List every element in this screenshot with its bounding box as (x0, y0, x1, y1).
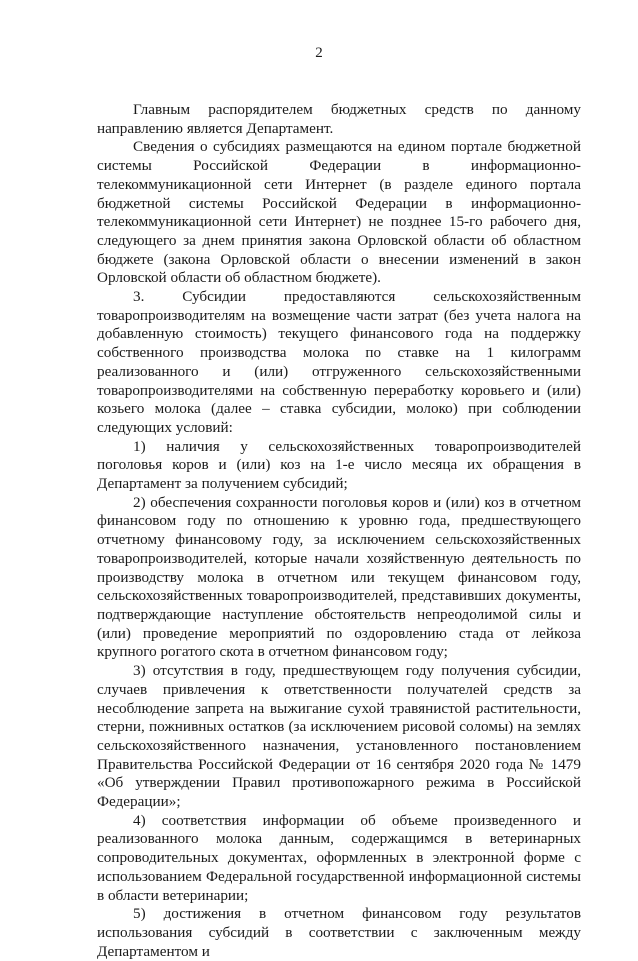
paragraph-condition-2: 2) обеспечения сохранности поголовья коров и (или) коз в отчетном финансовом году по отношению к уровню года, предшествующего отчетному финансовому году, за исключением сельскохозяйственных товаропроизводителей, которые начали хозяйственную деятельность по производству молока в отчетном или текущем финансовом году, сельскохозяйственных товаропроизводителей, представивших документы, подтверждающие наступление обстоятельств непреодолимой силы и (или) проведение мероприятий по оздоровлению стада от лейкоза крупного рогатого скота в отчетном финансовом году; (97, 493, 581, 661)
paragraph-condition-5: 5) достижения в отчетном финансовом году результатов использования субсидий в соответствии с заключенным между Департаментом и (97, 905, 581, 960)
document-body (97, 101, 581, 961)
paragraph-condition-1: 1) наличия у сельскохозяйственных товаропроизводителей поголовья коров и (или) коз на 1-е число месяца их обращения в Департамент за получением субсидий; (97, 437, 581, 493)
paragraph-condition-3: 3) отсутствия в году, предшествующем году получения субсидии, случаев привлечения к ответственности получателей средств за несоблюдение запрета на выжигание сухой травянистой растительности, стерни, пожнивных остатков (за исключением рисовой соломы) на землях сельскохозяйственного назначения, установленного постановлением Правительства Российской Федерации от 16 сентября 2020 года № 1479 «Об утверждении Правил противопожарного режима в Российской Федерации»; (97, 662, 581, 811)
paragraph-subsidy-information: Сведения о субсидиях размещаются на едином портале бюджетной системы Российской Федерации в информационно-телекоммуникационной сети Интернет (в разделе единого портала бюджетной системы Российской Федерации в информационно-телекоммуникационной сети Интернет) не позднее 15-го рабочего дня, следующего за днем принятия закона Орловской области об областном бюджете (закона Орловской области о внесении изменений в закон Орловской области об областном бюджете). (97, 138, 581, 287)
paragraph-chief-administrator: Главным распорядителем бюджетных средств по данному направлению является Департамент. (97, 101, 581, 137)
paragraph-condition-4: 4) соответствия информации об объеме произведенного и реализованного молока данным, содержащимся в ветеринарных сопроводительных документах, оформленных в электронной форме с использованием Федеральной государственной информационной системы в области ветеринарии; (97, 811, 581, 904)
page-number: 2 (315, 45, 323, 61)
paragraph-item-3-subsidy-conditions: 3. Субсидии предоставляются сельскохозяйственным товаропроизводителям на возмещение части затрат (без учета налога на добавленную стоимость) текущего финансового года на поддержку собственного производства молока по ставке на 1 килограмм реализованного и (или) отгруженного сельскохозяйственными товаропроизводителями на собственную переработку коровьего и (или) козьего молока (далее – ставка субсидии, молоко) при соблюдении следующих условий: (97, 288, 581, 436)
